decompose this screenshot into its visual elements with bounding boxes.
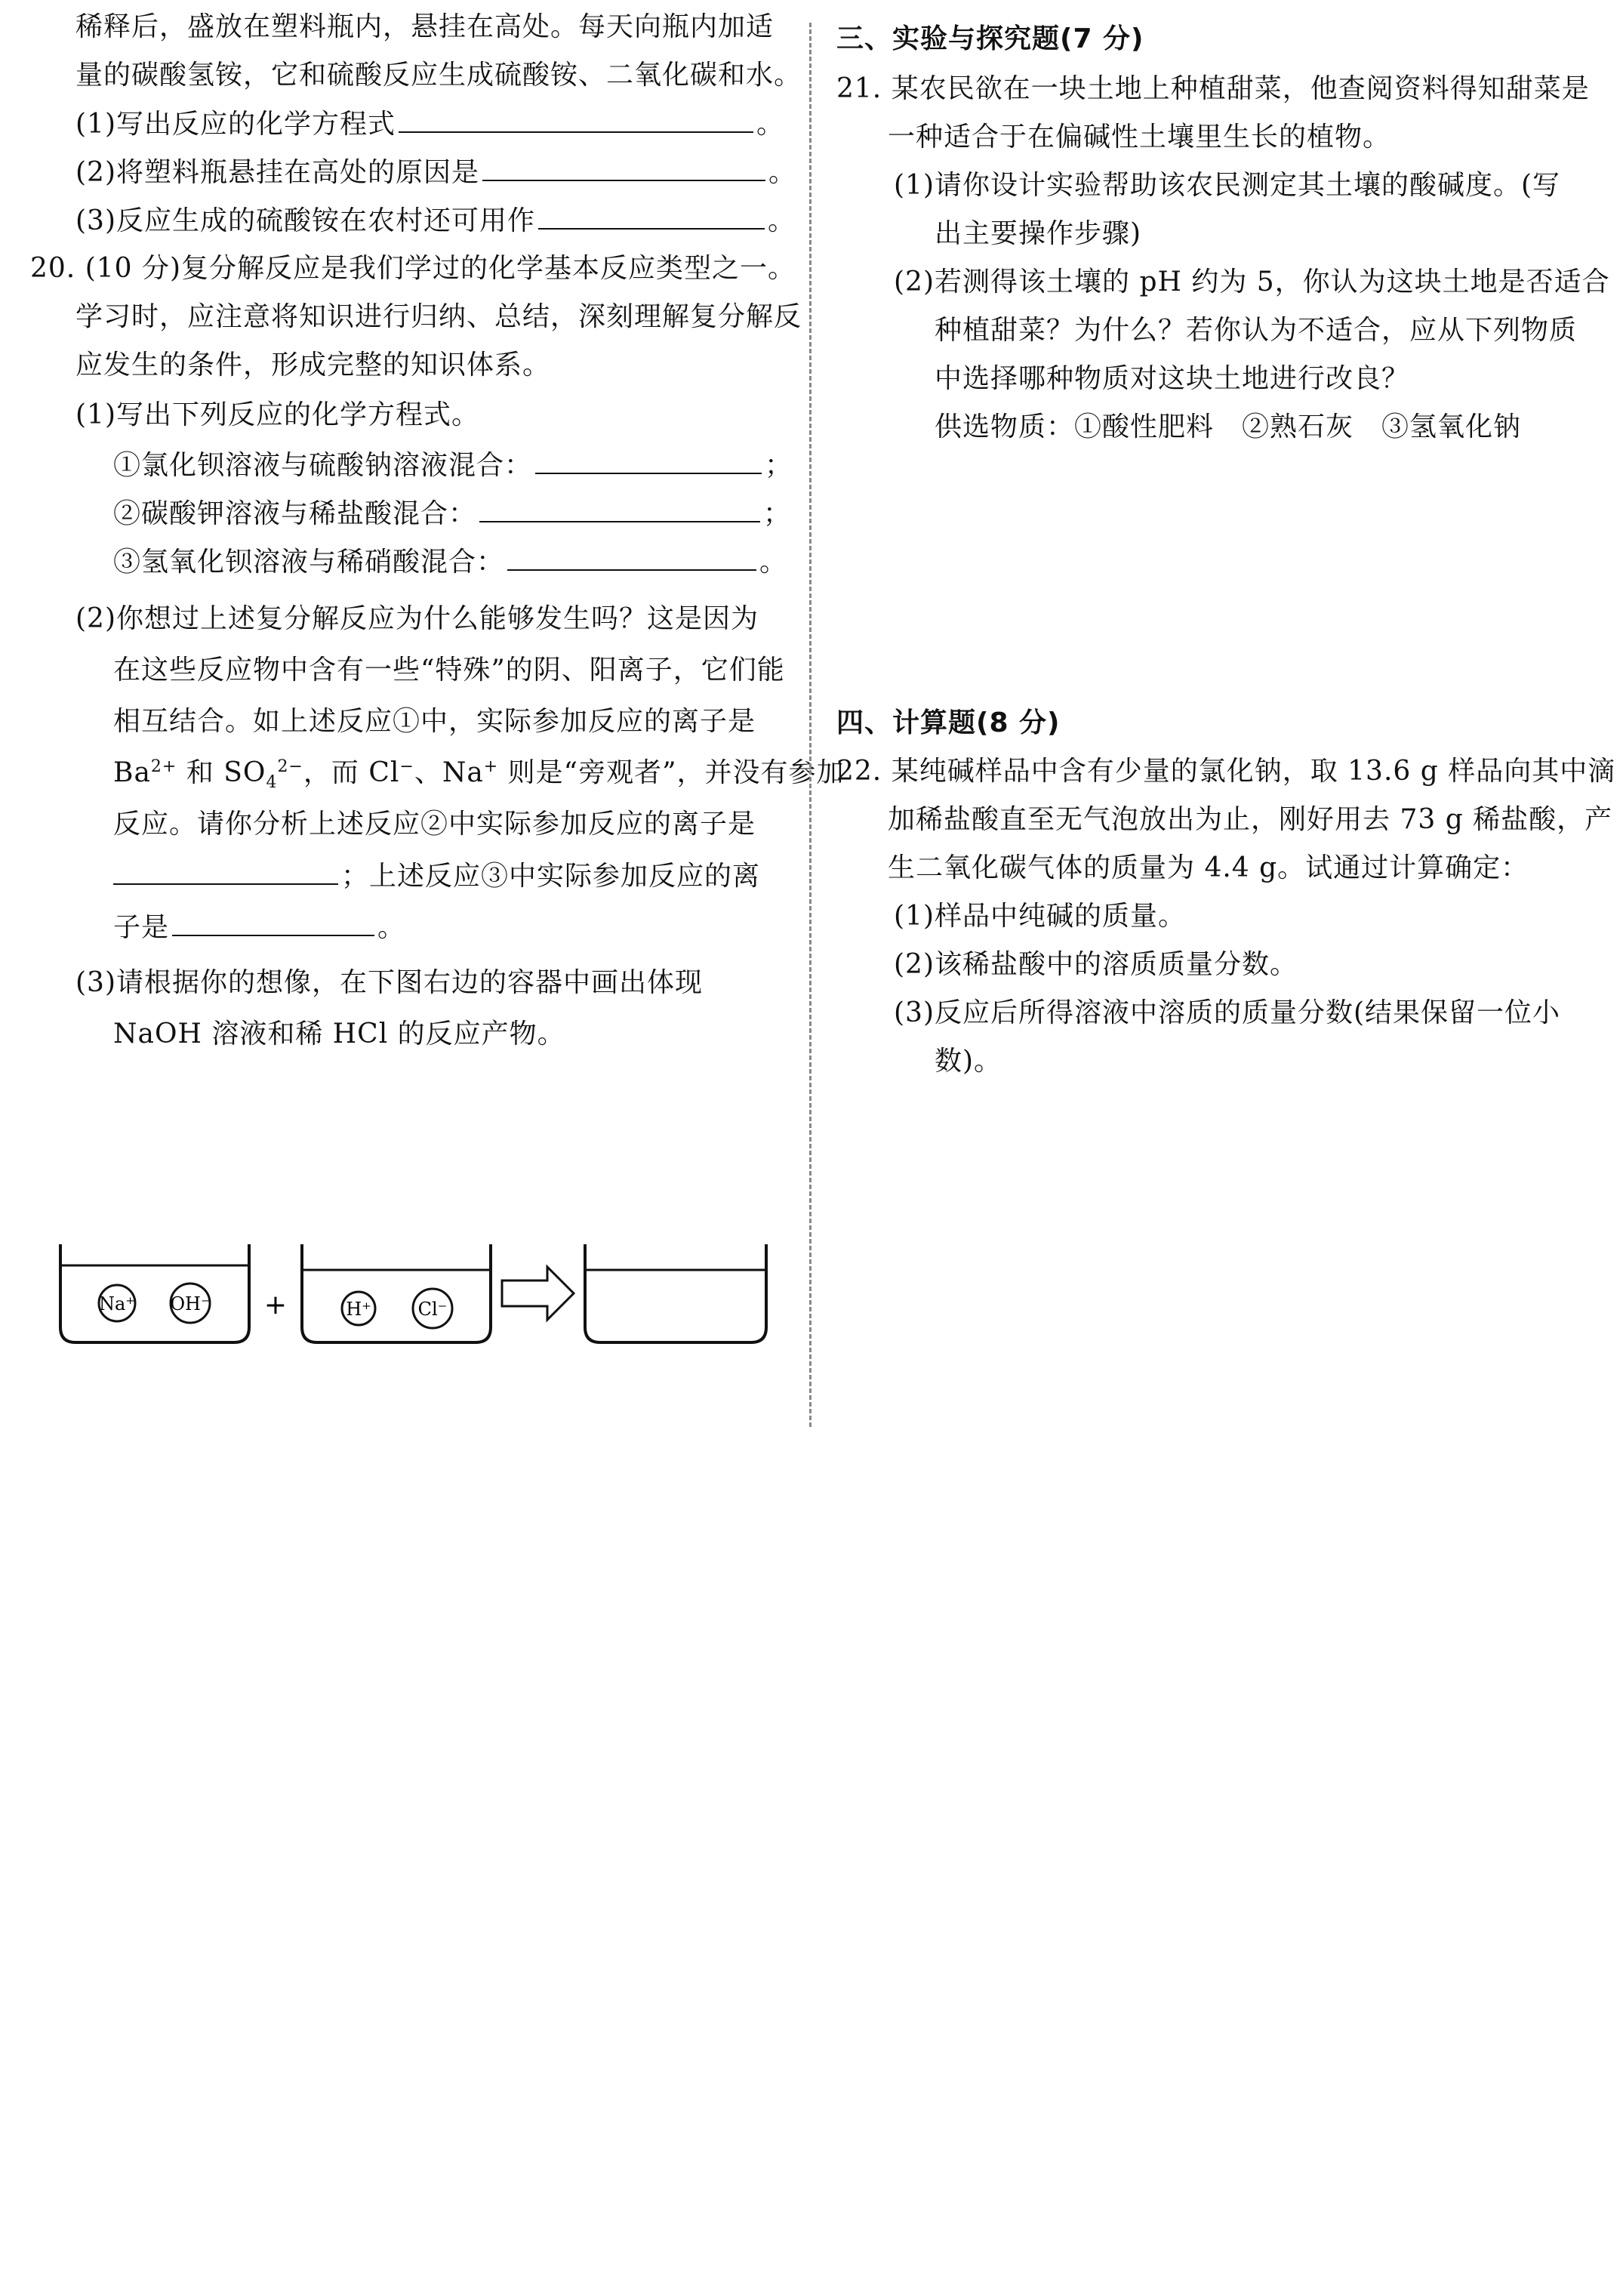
q20-part-2-blank-2[interactable] bbox=[172, 911, 374, 936]
q20-part-1-a-text: ①氯化钡溶液与硫酸钠溶液混合： bbox=[113, 450, 533, 481]
q20-part-2-line-1: (2)你想过上述复分解反应为什么能够发生吗？这是因为 bbox=[75, 603, 759, 634]
q20-part-1-b-text: ②碳酸钾溶液与稀盐酸混合： bbox=[113, 498, 477, 529]
q22-part-3-line-2: 数)。 bbox=[935, 1046, 1002, 1077]
ion-text: 、Na bbox=[414, 757, 484, 788]
q20-part-1-c-answer-blank[interactable] bbox=[507, 545, 756, 571]
q19-part-1-text: (1)写出反应的化学方程式 bbox=[75, 109, 396, 140]
ion-text: 和 SO bbox=[177, 757, 266, 788]
q22-line-2: 加稀盐酸直至无气泡放出为止，刚好用去 73 g 稀盐酸，产 bbox=[888, 804, 1613, 835]
q20-part-2-line-6-text: ；上述反应③中实际参加反应的离 bbox=[341, 861, 761, 892]
q19-part-2-answer-blank[interactable] bbox=[482, 156, 765, 181]
ion-h-label: H⁺ bbox=[346, 1299, 371, 1320]
q20-line-1: 20. (10 分)复分解反应是我们学过的化学基本反应类型之一。 bbox=[30, 253, 796, 284]
q19-continued-line-1: 稀释后，盛放在塑料瓶内，悬挂在高处。每天向瓶内加适 bbox=[75, 11, 775, 42]
q19-part-3-text: (3)反应生成的硫酸铵在农村还可用作 bbox=[75, 205, 535, 236]
q19-part-2-text: (2)将塑料瓶悬挂在高处的原因是 bbox=[75, 157, 479, 188]
ion-cl-label: Cl⁻ bbox=[417, 1299, 448, 1320]
punctuation: 。 bbox=[759, 547, 788, 578]
ion-text: Ba bbox=[113, 757, 151, 788]
q20-part-1-a-answer-blank[interactable] bbox=[535, 448, 762, 474]
q19-part-2 bbox=[75, 156, 796, 190]
reaction-diagram-svg bbox=[45, 1237, 800, 1358]
q20-part-2-line-5: 反应。请你分析上述反应②中实际参加反应的离子是 bbox=[113, 809, 756, 840]
column-divider bbox=[809, 23, 812, 1427]
q19-part-3-answer-blank[interactable] bbox=[538, 204, 765, 230]
punctuation: 。 bbox=[768, 157, 797, 188]
q20-line-3: 应发生的条件，形成完整的知识体系。 bbox=[75, 350, 551, 381]
q20-part-1-b bbox=[113, 497, 791, 531]
ion-charge: + bbox=[483, 757, 499, 776]
q21-part-1-line-2: 出主要操作步骤) bbox=[935, 218, 1142, 249]
q20-part-2-line-6 bbox=[113, 859, 760, 893]
q22-part-1: (1)样品中纯碱的质量。 bbox=[894, 901, 1186, 932]
q20-part-1: (1)写出下列反应的化学方程式。 bbox=[75, 399, 479, 430]
q21-line-1: 21. 某农民欲在一块土地上种植甜菜，他查阅资料得知甜菜是 bbox=[836, 73, 1590, 104]
punctuation: 。 bbox=[768, 205, 796, 236]
q19-part-3 bbox=[75, 204, 796, 238]
q19-part-1 bbox=[75, 107, 784, 141]
q22-part-2: (2)该稀盐酸中的溶质质量分数。 bbox=[894, 949, 1298, 980]
q20-part-3-line-1: (3)请根据你的想像，在下图右边的容器中画出体现 bbox=[75, 967, 703, 998]
q20-part-2-line-4 bbox=[113, 757, 845, 793]
ion-charge: 2− bbox=[277, 757, 303, 776]
q20-part-1-a bbox=[113, 448, 793, 482]
q22-line-1: 22. 某纯碱样品中含有少量的氯化钠，取 13.6 g 样品向其中滴 bbox=[836, 756, 1616, 787]
q20-part-1-c-text: ③氢氧化钡溶液与稀硝酸混合： bbox=[113, 547, 505, 578]
ion-na-label: Na⁺ bbox=[99, 1293, 135, 1314]
ion-text: 则是“旁观者”，并没有参加 bbox=[498, 757, 845, 788]
beaker-right-empty[interactable] bbox=[585, 1244, 766, 1342]
q20-part-2-line-7-text: 子是 bbox=[113, 912, 170, 943]
ion-text: ，而 Cl bbox=[303, 757, 400, 788]
q20-part-1-c bbox=[113, 545, 787, 579]
section-3-title: 三、实验与探究题(7 分) bbox=[836, 23, 1144, 54]
q20-part-2-blank-1[interactable] bbox=[113, 859, 338, 885]
reaction-arrow-icon bbox=[502, 1267, 574, 1320]
plus-sign: + bbox=[263, 1290, 288, 1321]
ion-charge: 2+ bbox=[150, 757, 177, 776]
q20-part-2-line-2: 在这些反应物中含有一些“特殊”的阴、阳离子，它们能 bbox=[113, 655, 785, 686]
q21-line-2: 一种适合于在偏碱性土壤里生长的植物。 bbox=[888, 122, 1391, 153]
q20-line-2: 学习时，应注意将知识进行归纳、总结，深刻理解复分解反 bbox=[75, 301, 802, 332]
beaker-middle bbox=[302, 1244, 491, 1342]
q21-part-1-line-1: (1)请你设计实验帮助该农民测定其土壤的酸碱度。(写 bbox=[894, 170, 1561, 201]
q21-part-2-line-3: 中选择哪种物质对这块土地进行改良？ bbox=[935, 363, 1410, 394]
punctuation: 。 bbox=[377, 912, 406, 943]
beaker-left bbox=[60, 1244, 249, 1342]
ion-subscript: 4 bbox=[266, 773, 278, 793]
reaction-diagram bbox=[45, 1237, 800, 1361]
q20-part-2-line-3: 相互结合。如上述反应①中，实际参加反应的离子是 bbox=[113, 706, 756, 737]
punctuation: ； bbox=[765, 450, 793, 481]
q21-part-2-line-1: (2)若测得该土壤的 pH 约为 5，你认为这块土地是否适合 bbox=[894, 267, 1610, 297]
q20-part-1-b-answer-blank[interactable] bbox=[479, 497, 760, 522]
q21-options: 供选物质：①酸性肥料 ②熟石灰 ③氢氧化钠 bbox=[935, 411, 1522, 442]
q20-part-3-line-2: NaOH 溶液和稀 HCl 的反应产物。 bbox=[113, 1019, 565, 1049]
ion-oh-label: OH⁻ bbox=[170, 1293, 211, 1314]
punctuation: 。 bbox=[756, 109, 785, 140]
q19-continued-line-2: 量的碳酸氢铵，它和硫酸反应生成硫酸铵、二氧化碳和水。 bbox=[75, 60, 802, 91]
ion-charge: − bbox=[399, 757, 414, 776]
q22-line-3: 生二氧化碳气体的质量为 4.4 g。试通过计算确定： bbox=[888, 852, 1529, 883]
q21-part-2-line-2: 种植甜菜？为什么？若你认为不适合，应从下列物质 bbox=[935, 315, 1578, 346]
q22-part-3-line-1: (3)反应后所得溶液中溶质的质量分数(结果保留一位小 bbox=[894, 997, 1561, 1028]
punctuation: ； bbox=[763, 498, 792, 529]
q20-part-2-line-7 bbox=[113, 911, 405, 945]
section-4-title: 四、计算题(8 分) bbox=[836, 707, 1061, 738]
q19-part-1-answer-blank[interactable] bbox=[399, 107, 753, 133]
